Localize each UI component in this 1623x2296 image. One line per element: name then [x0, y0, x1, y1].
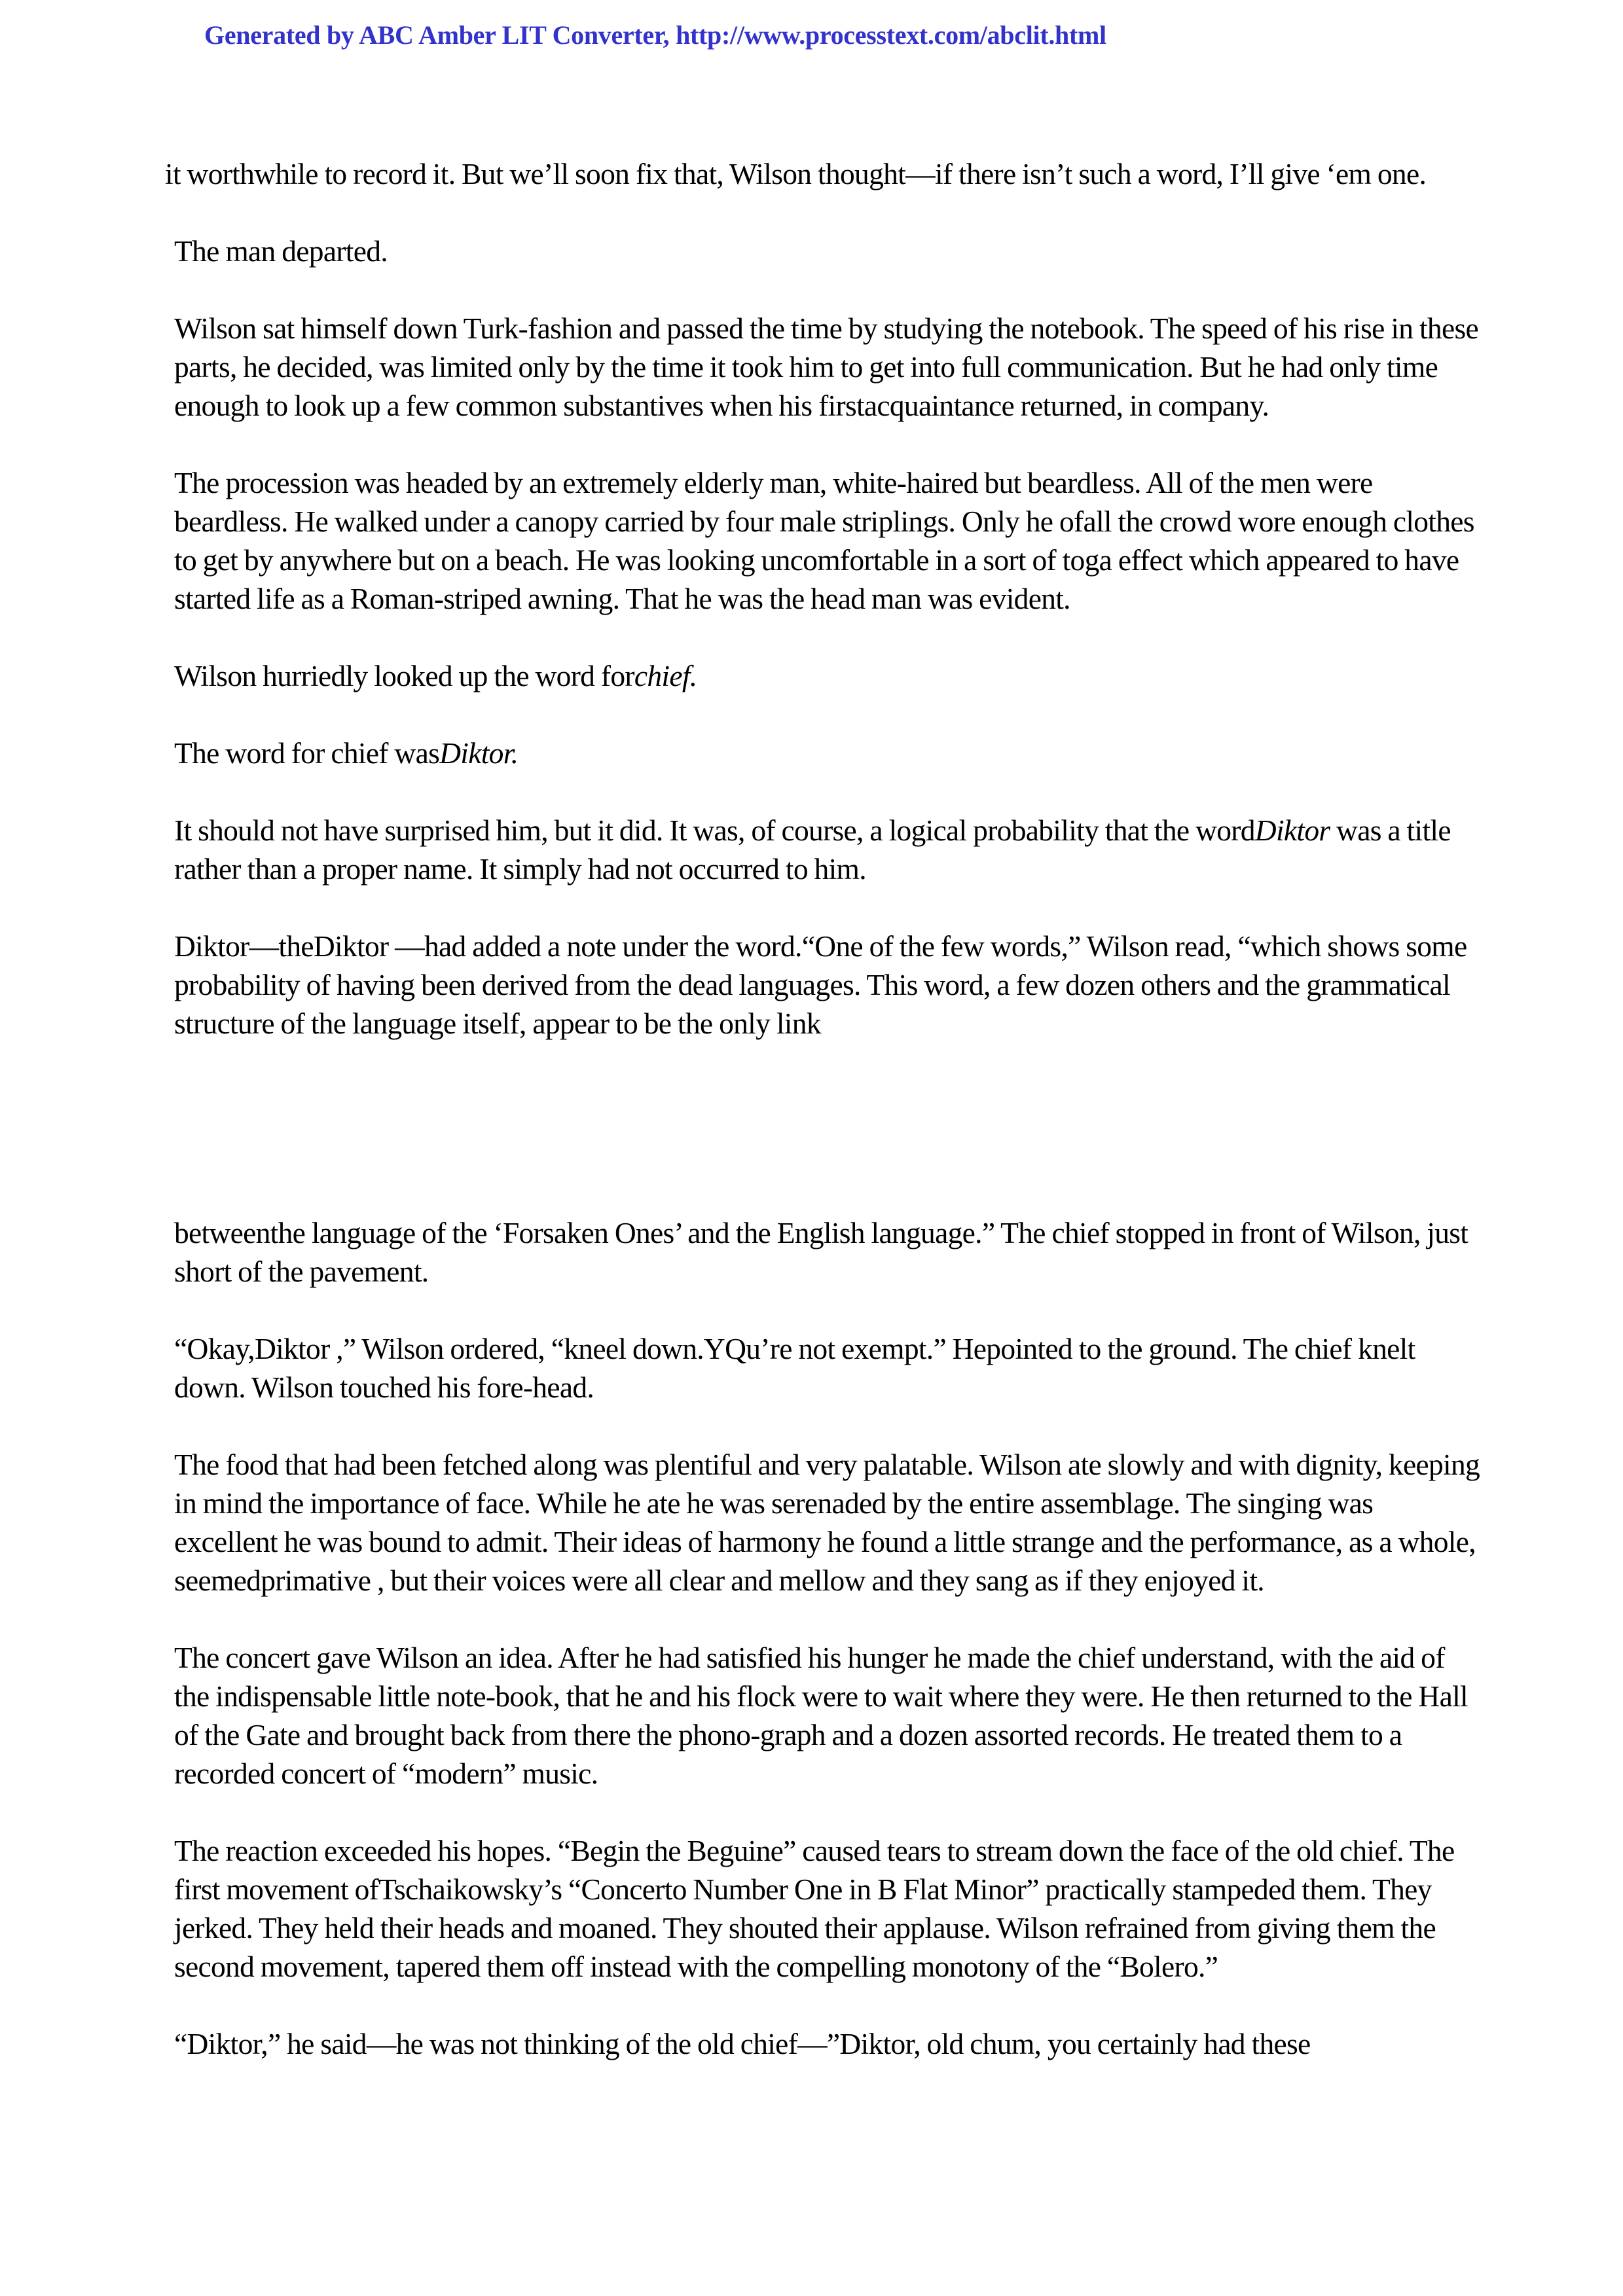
text-block-upper: [165, 154, 1481, 1043]
paragraph: “Okay,Diktor ,” Wilson ordered, “kneel down.YQu’re not exempt.” Hepointed to the ground. The chief knelt down. Wilson touched his fore-head.: [174, 1332, 1415, 1404]
italic-word: Diktor.: [439, 736, 519, 770]
paragraph-text: The word for chief was: [174, 736, 440, 770]
italic-word: Diktor: [1254, 814, 1330, 847]
paragraph: “Diktor,” he said—he was not thinking of the old chief—”Diktor, old chum, you certainly had these: [174, 2027, 1311, 2060]
converter-header: Generated by ABC Amber LIT Converter, http://www.processtext.com/abclit.html: [204, 20, 1106, 50]
paragraph: Diktor—theDiktor —had added a note under the word.“One of the few words,” Wilson read, “which shows some probability of having been derived from the dead languages. This word, a few dozen others and the grammatical structure of the language itself, appear to be the only link: [174, 929, 1467, 1040]
paragraph-text: was a title rather than a proper name. It simply had not occurred to him.: [174, 814, 1451, 886]
paragraph: [165, 811, 1481, 888]
paragraph: The food that had been fetched along was plentiful and very palatable. Wilson ate slowly and with dignity, keeping in mind the importance of face. While he ate he was serenaded by the entire assemblage. The singing was excellent he was bound to admit. Their ideas of harmony he found a little strange and the performance, as a whole, seemedprimative , but their voices were all clear and mellow and they sang as if they enjoyed it.: [174, 1448, 1480, 1597]
italic-word: chief.: [634, 659, 697, 692]
paragraph: [165, 656, 1481, 695]
paragraph: it worthwhile to record it. But we’ll soon fix that, Wilson thought—if there isn’t such a word, I’ll give ‘em one.: [165, 157, 1427, 190]
paragraph-text: It should not have surprised him, but it did. It was, of course, a logical probability that the word: [174, 814, 1255, 847]
paragraph: [165, 734, 1481, 772]
paragraph: The procession was headed by an extremely elderly man, white-haired but beardless. All of the men were beardless. He walked under a canopy carried by four male striplings. Only he ofall the crowd wore enough clothes to get by anywhere but on a beach. He was looking uncomfortable in a sort of toga effect which appeared to have started life as a Roman-striped awning. That he was the head man was evident.: [174, 466, 1474, 615]
paragraph: The man departed.: [174, 234, 388, 268]
paragraph: Wilson sat himself down Turk-fashion and passed the time by studying the notebook. The speed of his rise in these parts, he decided, was limited only by the time it took him to get into full communication. But he had only time enough to look up a few common substantives when his firstacquaintance returned, in company.: [174, 312, 1478, 422]
paragraph: betweenthe language of the ‘Forsaken Ones’ and the English language.” The chief stopped in front of Wilson, just short of the pavement.: [174, 1216, 1468, 1288]
text-block-lower: [165, 1213, 1481, 2063]
paragraph-text: Wilson hurriedly looked up the word for: [174, 659, 634, 692]
paragraph: The reaction exceeded his hopes. “Begin the Beguine” caused tears to stream down the face of the old chief. The first movement ofTschaikowsky’s “Concerto Number One in B Flat Minor” practically stampeded them. They jerked. They held their heads and moaned. They shouted their applause. Wilson refrained from giving them the second movement, tapered them off instead with the compelling monotony of the “Bolero.”: [174, 1834, 1455, 1983]
paragraph: The concert gave Wilson an idea. After he had satisfied his hunger he made the chief understand, with the aid of the indispensable little note-book, that he and his flock were to wait where they were. He then returned to the Hall of the Gate and brought back from there the phono-graph and a dozen assorted records. He treated them to a recorded concert of “modern” music.: [174, 1641, 1468, 1790]
